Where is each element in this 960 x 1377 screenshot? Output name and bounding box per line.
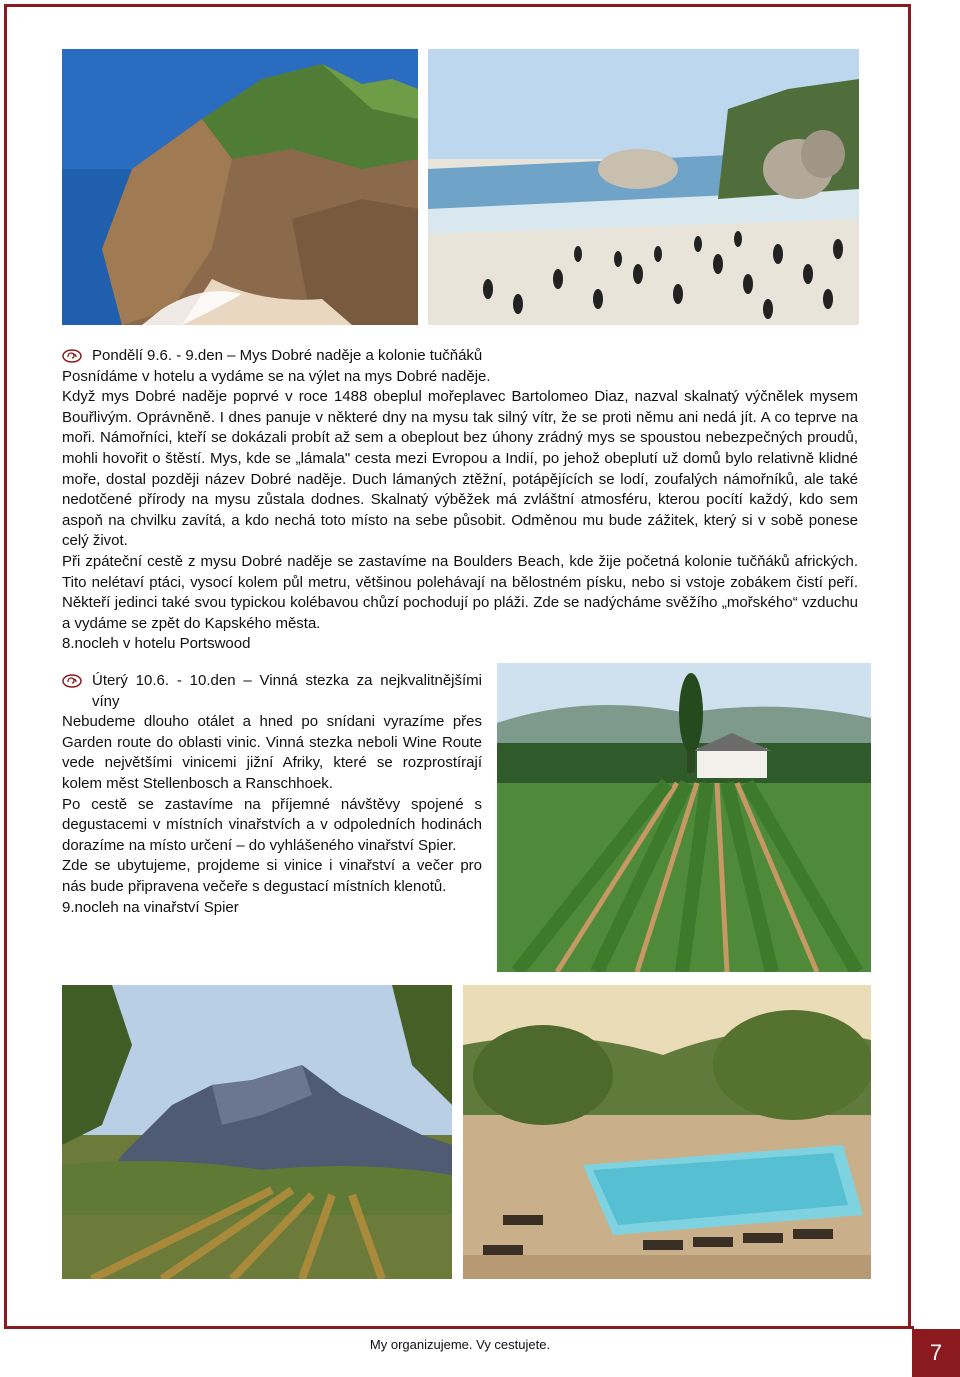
footer-slogan: My organizujeme. Vy cestujete. xyxy=(369,1337,551,1352)
page-number: 7 xyxy=(912,1329,960,1377)
day9-section xyxy=(62,346,858,655)
swirl-bullet-icon xyxy=(62,674,82,688)
day9-heading-text: Pondělí 9.6. - 9.den – Mys Dobré naděje a kolonie tučňáků xyxy=(92,347,483,364)
day9-paragraph: Při zpáteční cestě z mysu Dobré naděje se zastavíme na Boulders Beach, kde žije početná kolonie tučňáků afrických. Tito nelétaví ptáci, vysocí kolem půl metru, většinou polehávají na bělostném písku, nebo si vstoje zobákem čistí peří. Někteří jedinci také svou typickou kolébavou chůzí pochodují po pláži. Zde se nadýcháme svěžího „mořského“ vzduchu a vydáme se zpět do Kapského města. xyxy=(62,552,858,632)
day10-section xyxy=(62,671,482,918)
day10-paragraph: Nebudeme dlouho otálet a hned po snídani vyrazíme přes Garden route do oblasti vinic. Vinná stezka neboli Wine Route vede největšími vinicemi jižní Afriky, které se rozprostírají kolem měst Stellenbosch a Ranschhoek. xyxy=(62,713,482,792)
day10-overnight: 9.nocleh na vinařství Spier xyxy=(62,898,239,916)
footer-rule xyxy=(4,1326,914,1329)
swirl-bullet-icon xyxy=(62,349,82,363)
day10-paragraph: Zde se ubytujeme, projdeme si vinice i vinařství a večer pro nás bude připravena večeře s degustací místních klenotů. xyxy=(62,857,482,895)
day10-heading xyxy=(62,671,482,712)
day9-overnight: 8.nocleh v hotelu Portswood xyxy=(62,635,251,653)
cape-cliffs-photo xyxy=(62,49,418,325)
vineyard-manor-photo xyxy=(497,663,871,972)
mountain-vineyard-photo xyxy=(62,985,452,1279)
day9-heading xyxy=(62,346,858,367)
day10-paragraph: Po cestě se zastavíme na příjemné návštěvy spojené s degustacemi v místních vinařstvích a v odpoledních hodinách dorazíme na místo určení – do vyhlášeného vinařství Spier. xyxy=(62,795,482,854)
penguin-beach-photo xyxy=(428,49,859,325)
day9-paragraph: Když mys Dobré naděje poprvé v roce 1488 obeplul mořeplavec Bartolomeo Diaz, nazval skalnatý výčnělek mysem Bouřlivým. Oprávněně. I dnes panuje v některé dny na mysu tak silný vítr, že se proti němu ani nedá jít. A co teprve na moři. Námořníci, kteří se dokázali probít až sem a obeplout bez úhony zrádný mys se spoustou nebezpečných proudů, mohli hovořit o štěstí. Mys, kde se „lámala" cesta mezi Evropou a Indií, po jehož obeplutí už domů bylo relativně klidné moře, dostal později název Dobré naděje. Duch lámaných ztěžní, potápějících se lodí, zoufalých námořníků, ale také nedotčené přírody na mysu zůstala dodnes. Skalnatý výběžek má zvláštní atmosféru, kterou pocítí každý, kdo sem aspoň na chvilku zavítá, a kdo nechá toto místo na sebe působit. Odměnou mu bude zážitek, který si v sobě ponese celý život. xyxy=(62,388,858,550)
day9-paragraph: Posnídáme v hotelu a vydáme se na výlet na mys Dobré naděje. xyxy=(62,367,491,385)
pool-terrace-photo xyxy=(463,985,871,1279)
day10-heading-text: Úterý 10.6. - 10.den – Vinná stezka za nejkvalitnějšími víny xyxy=(92,672,482,710)
